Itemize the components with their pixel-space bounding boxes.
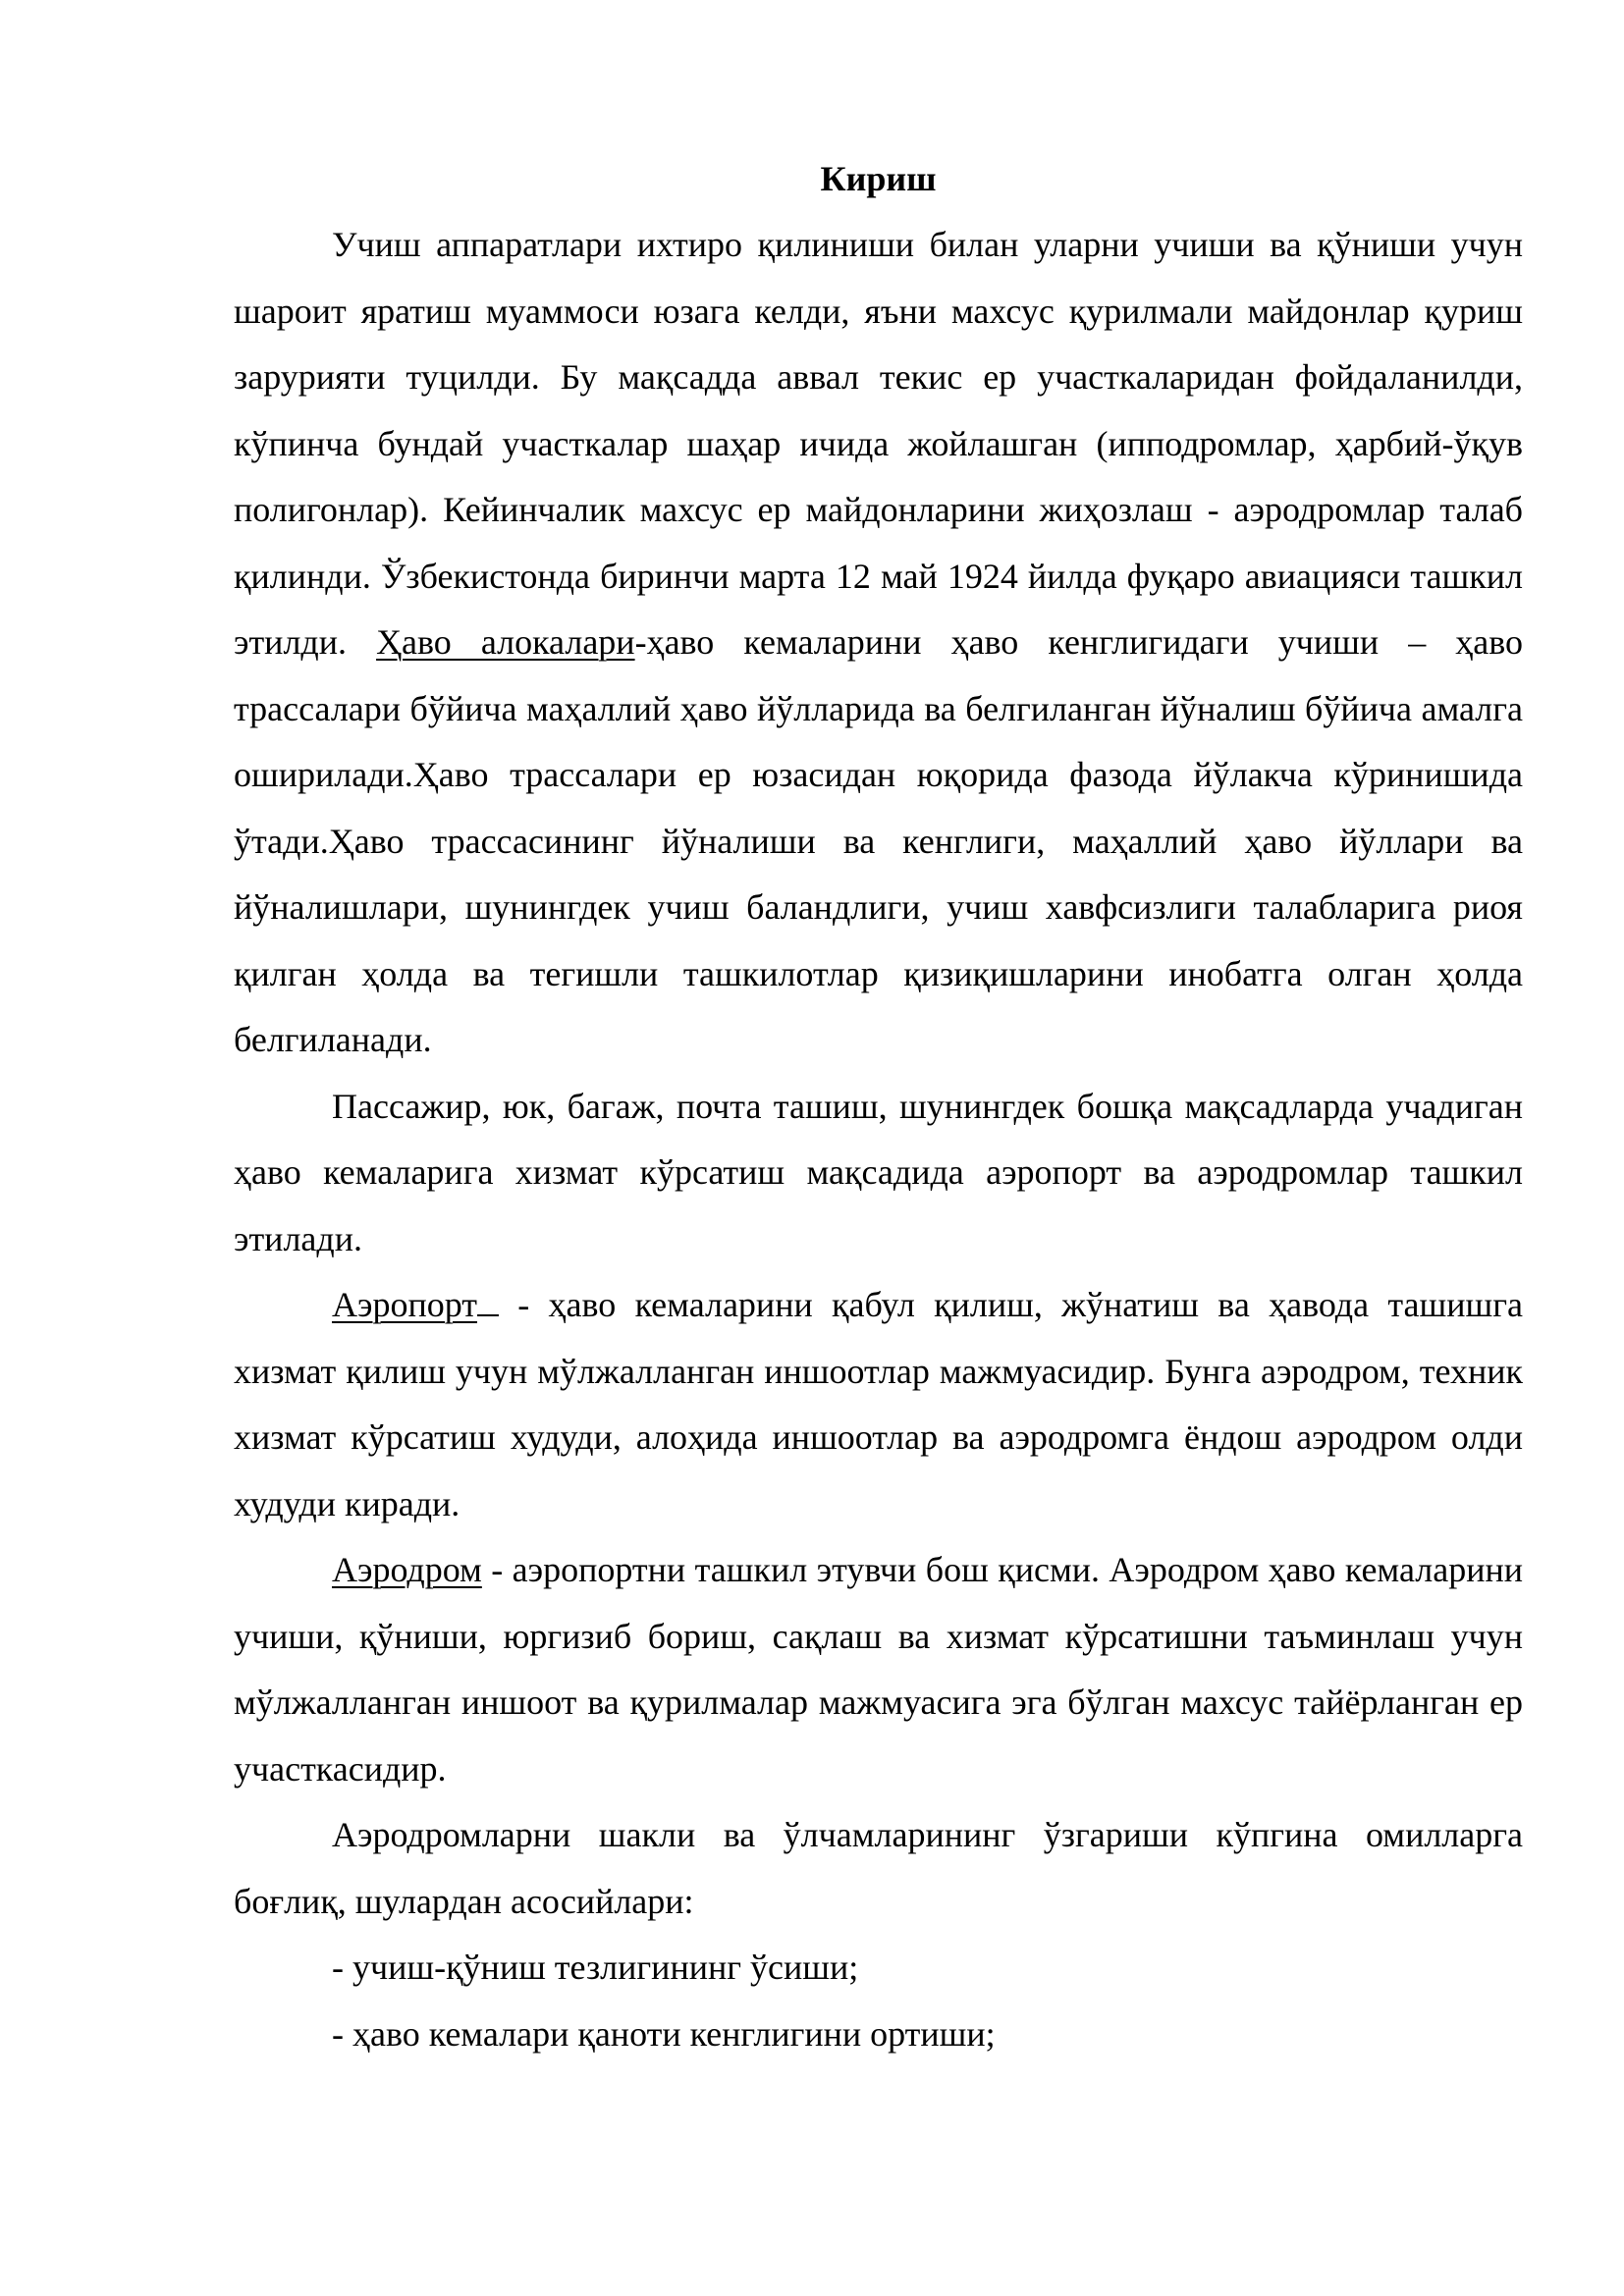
paragraph-airports-purpose: Пассажир, юк, багаж, почта ташиш, шунингдек бошқа мақсадларда учадиган ҳаво кемаларига хизмат кўрсатиш мақсадида аэропорт ва аэродромлар ташкил этилади. xyxy=(234,1086,1523,1258)
page-title: Кириш xyxy=(820,159,937,198)
list-item: - ҳаво кемалари қаноти кенглигини ортиши; xyxy=(332,2013,996,2054)
underlined-term-airport: Аэропорт xyxy=(332,1285,477,1324)
paragraph-intro-continuation: -ҳаво кемаларини ҳаво кенглигидаги учиши – ҳаво трассалари бўйича маҳаллий ҳаво йўлларида ва белгиланган йўналиш бўйича амалга оширилади.Ҳаво трассалари ер юзасидан юқорида фазода йўлакча кўринишида ўтади.Ҳаво трассасининг йўналиши ва кенглиги, маҳаллий ҳаво йўллари ва йўналишлари, шунингдек учиш баландлиги, учиш хавфсизлиги талабларига риоя қилган ҳолда ва тегишли ташкилотлар қизиқишларини инобатга олган ҳолда белгиланади. xyxy=(234,622,1524,1059)
paragraph-airport-definition xyxy=(234,1272,1523,1537)
underlined-term-aerodrome: Аэродром xyxy=(332,1550,482,1589)
list-item: - учиш-қўниш тезлигининг ўсиши; xyxy=(332,1948,859,1987)
paragraph-intro xyxy=(234,212,1523,1074)
underline-gap xyxy=(477,1314,499,1316)
paragraph-aerodrome-definition xyxy=(234,1537,1523,1802)
underlined-term-havo-alokalari: Ҳаво алокалари xyxy=(376,622,635,662)
aerodrome-definition-text: - аэропортни ташкил этувчи бош қисми. Аэродром ҳаво кемаларини учиши, қўниши, юргизиб бориш, сақлаш ва хизмат кўрсатишни таъминлаш учун мўлжалланган иншоот ва қурилмалар мажмуасига эга бўлган махсус тайёрланган ер участкасидир. xyxy=(234,1550,1523,1789)
airport-definition-text: - ҳаво кемаларини қабул қилиш, жўнатиш ва ҳаводa ташишга хизмат қилиш учун мўлжалланган иншоотлар мажмуасидир. Бунга аэродром, техник хизмат кўрсатиш худуди, алоҳида иншоотлар ва аэродромга ёндош аэродром олди худуди киради. xyxy=(234,1285,1523,1523)
paragraph-factors: Аэродромларни шакли ва ўлчамларининг ўзгариши кўпгина омилларга боғлиқ, шулардан асосийлари: xyxy=(234,1815,1523,1921)
paragraph-intro-text: Учиш аппаратлари ихтиро қилиниши билан уларни учиши ва қўниши учун шароит яратиш муаммоси юзага келди, яъни махсус қурилмали майдонлар қуриш зарурияти туцилди. Бу мақсадда аввал текис ер участкаларидан фойдаланилди, кўпинча бундай участкалар шаҳар ичида жойлашган (ипподромлар, ҳарбий-ўқув полигонлар). Кейинчалик махсус ер майдонларини жиҳозлаш - аэродромлар талаб қилинди. Ўзбекистонда биринчи марта 12 май 1924 йилда фуқаро авиацияси ташкил этилди. xyxy=(234,225,1523,662)
